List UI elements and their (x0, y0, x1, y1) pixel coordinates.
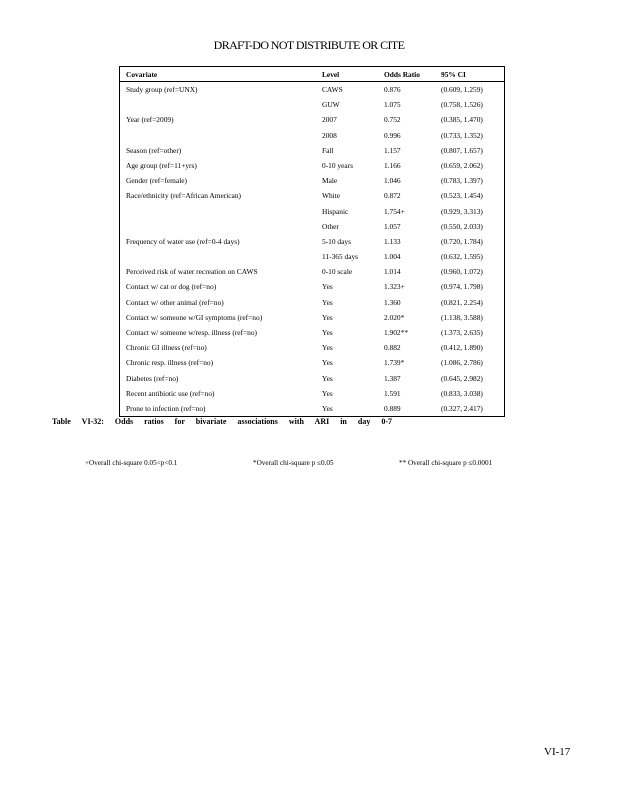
cell-covariate: Contact w/ someone w/GI symptoms (ref=no) (126, 312, 263, 322)
cell-ci: (0.659, 2.062) (441, 160, 483, 170)
cell-covariate: Diabetes (ref=no) (126, 373, 179, 383)
cell-odds-ratio: 0.752 (384, 115, 401, 125)
footnote-double-star: ** Overall chi-square p ≤0.0001 (399, 459, 493, 467)
cell-covariate: Contact w/ cat or dog (ref=no) (126, 282, 217, 292)
cell-covariate: Prone to infection (ref=no) (126, 403, 206, 413)
cell-odds-ratio: 1.360 (384, 297, 401, 307)
cell-ci: (0.960, 1.072) (441, 267, 483, 277)
column-header-odds-ratio: Odds Ratio (384, 70, 420, 79)
cell-odds-ratio: 1.057 (384, 221, 401, 231)
cell-ci: (0.632, 1.595) (441, 252, 483, 262)
cell-ci: (0.974, 1.798) (441, 282, 483, 292)
cell-covariate: Frequency of water use (ref=0-4 days) (126, 236, 240, 246)
cell-level: Yes (322, 343, 333, 353)
table-row (120, 371, 504, 386)
cell-level: CAWS (322, 85, 343, 94)
cell-odds-ratio: 2.020* (384, 312, 405, 322)
cell-odds-ratio: 1.075 (384, 100, 401, 110)
cell-odds-ratio: 1.591 (384, 388, 401, 398)
table-row (120, 355, 504, 370)
cell-level: Yes (322, 282, 333, 292)
cell-odds-ratio: 1.323+ (384, 282, 405, 292)
table-row (120, 82, 504, 97)
cell-ci: (0.807, 1.657) (441, 145, 483, 155)
cell-level: Yes (322, 388, 333, 398)
cell-ci: (0.833, 3.038) (441, 388, 483, 398)
cell-level: Yes (322, 328, 333, 337)
cell-covariate: Season (ref=other) (126, 145, 182, 155)
cell-ci: (0.523, 1.454) (441, 191, 483, 201)
table-header-row (120, 67, 504, 82)
table-row (120, 204, 504, 219)
cell-covariate: Perceived risk of water recreation on CAWS (126, 267, 258, 277)
table-row (120, 234, 504, 249)
cell-level: 2008 (322, 130, 337, 140)
cell-ci: (1.138, 3.588) (441, 312, 483, 322)
table-row (120, 295, 504, 310)
cell-level: Yes (322, 297, 333, 307)
cell-level: Yes (322, 403, 333, 413)
cell-level: Yes (322, 358, 333, 368)
table-row (120, 340, 504, 355)
cell-ci: (0.929, 3.313) (441, 206, 483, 216)
cell-level: Male (322, 176, 338, 186)
cell-odds-ratio: 0.889 (384, 403, 401, 413)
cell-odds-ratio: 1.157 (384, 145, 401, 155)
cell-odds-ratio: 1.166 (384, 160, 401, 170)
cell-odds-ratio: 1.387 (384, 373, 401, 383)
cell-odds-ratio: 0.876 (384, 85, 401, 94)
cell-covariate: Contact w/ someone w/resp. illness (ref=no) (126, 328, 258, 337)
cell-level: Yes (322, 312, 333, 322)
page-number: VI-17 (544, 746, 571, 758)
cell-level: Hispanic (322, 206, 349, 216)
cell-covariate: Year (ref=2009) (126, 115, 174, 125)
cell-ci: (0.720, 1.784) (441, 236, 483, 246)
cell-odds-ratio: 0.872 (384, 191, 401, 201)
column-header-covariate: Covariate (126, 70, 158, 79)
cell-odds-ratio: 1.014 (384, 267, 401, 277)
cell-level: 11-365 days (322, 252, 359, 262)
table-row (120, 188, 504, 203)
table-row (120, 310, 504, 325)
cell-covariate: Recent antibiotic use (ref=no) (126, 388, 215, 398)
cell-level: 2007 (322, 115, 337, 125)
cell-odds-ratio: 1.902** (384, 328, 409, 337)
cell-covariate: Race/ethnicity (ref=African American) (126, 191, 241, 201)
cell-ci: (1.086, 2.786) (441, 358, 483, 368)
cell-covariate: Age group (ref=11+yrs) (126, 160, 197, 170)
cell-covariate: Chronic GI illness (ref=no) (126, 343, 207, 353)
cell-odds-ratio: 0.996 (384, 130, 401, 140)
cell-ci: (0.385, 1.470) (441, 115, 483, 125)
cell-ci: (0.412, 1.890) (441, 343, 483, 353)
table-row (120, 143, 504, 158)
cell-covariate: Study group (ref=UNX) (126, 85, 198, 94)
cell-covariate: Contact w/ other animal (ref=no) (126, 297, 224, 307)
cell-level: Other (322, 221, 339, 231)
cell-covariate: Chronic resp. illness (ref=no) (126, 358, 214, 368)
cell-level: Yes (322, 373, 333, 383)
cell-ci: (0.609, 1.259) (441, 85, 483, 94)
cell-ci: (0.821, 2.254) (441, 297, 483, 307)
column-header-ci: 95% CI (441, 70, 466, 79)
cell-odds-ratio: 1.046 (384, 176, 401, 186)
cell-ci: (1.373, 2.635) (441, 328, 483, 337)
table-row (120, 158, 504, 173)
table-row (120, 264, 504, 279)
column-header-level: Level (322, 70, 340, 79)
table-row (120, 112, 504, 127)
cell-odds-ratio: 1.754+ (384, 206, 405, 216)
table-row (120, 173, 504, 188)
cell-level: 0-10 scale (322, 267, 353, 277)
cell-covariate: Gender (ref=female) (126, 176, 187, 186)
footnote-plus: +Overall chi-square 0.05<p<0.1 (85, 459, 178, 467)
cell-level: GUW (322, 100, 340, 110)
cell-ci: (0.550, 2.033) (441, 221, 483, 231)
cell-level: Fall (322, 145, 334, 155)
table-row (120, 219, 504, 234)
cell-odds-ratio: 1.133 (384, 236, 401, 246)
cell-level: White (322, 191, 341, 201)
cell-level: 0-10 years (322, 160, 353, 170)
cell-odds-ratio: 1.739* (384, 358, 405, 368)
footnote-star: *Overall chi-square p ≤0.05 (253, 459, 334, 467)
table-row (120, 249, 504, 264)
table-row (120, 386, 504, 401)
draft-header: DRAFT-DO NOT DISTRIBUTE OR CITE (213, 38, 405, 52)
cell-ci: (0.783, 1.397) (441, 176, 483, 186)
cell-ci: (0.645, 2.982) (441, 373, 483, 383)
cell-level: 5-10 days (322, 236, 351, 246)
cell-ci: (0.758, 1.526) (441, 100, 483, 110)
table-row (120, 97, 504, 112)
table-row (120, 128, 504, 143)
cell-ci: (0.733, 1.352) (441, 130, 483, 140)
table-row (120, 279, 504, 294)
table-caption: Table VI-32: Odds ratios for bivariate associations with ARI in day 0-7 (52, 417, 392, 426)
cell-odds-ratio: 1.004 (384, 252, 401, 262)
odds-ratio-table (119, 66, 505, 417)
table-row (120, 401, 504, 416)
cell-odds-ratio: 0.882 (384, 343, 401, 353)
table-row (120, 325, 504, 340)
table-body (120, 82, 504, 416)
cell-ci: (0.327, 2.417) (441, 403, 483, 413)
